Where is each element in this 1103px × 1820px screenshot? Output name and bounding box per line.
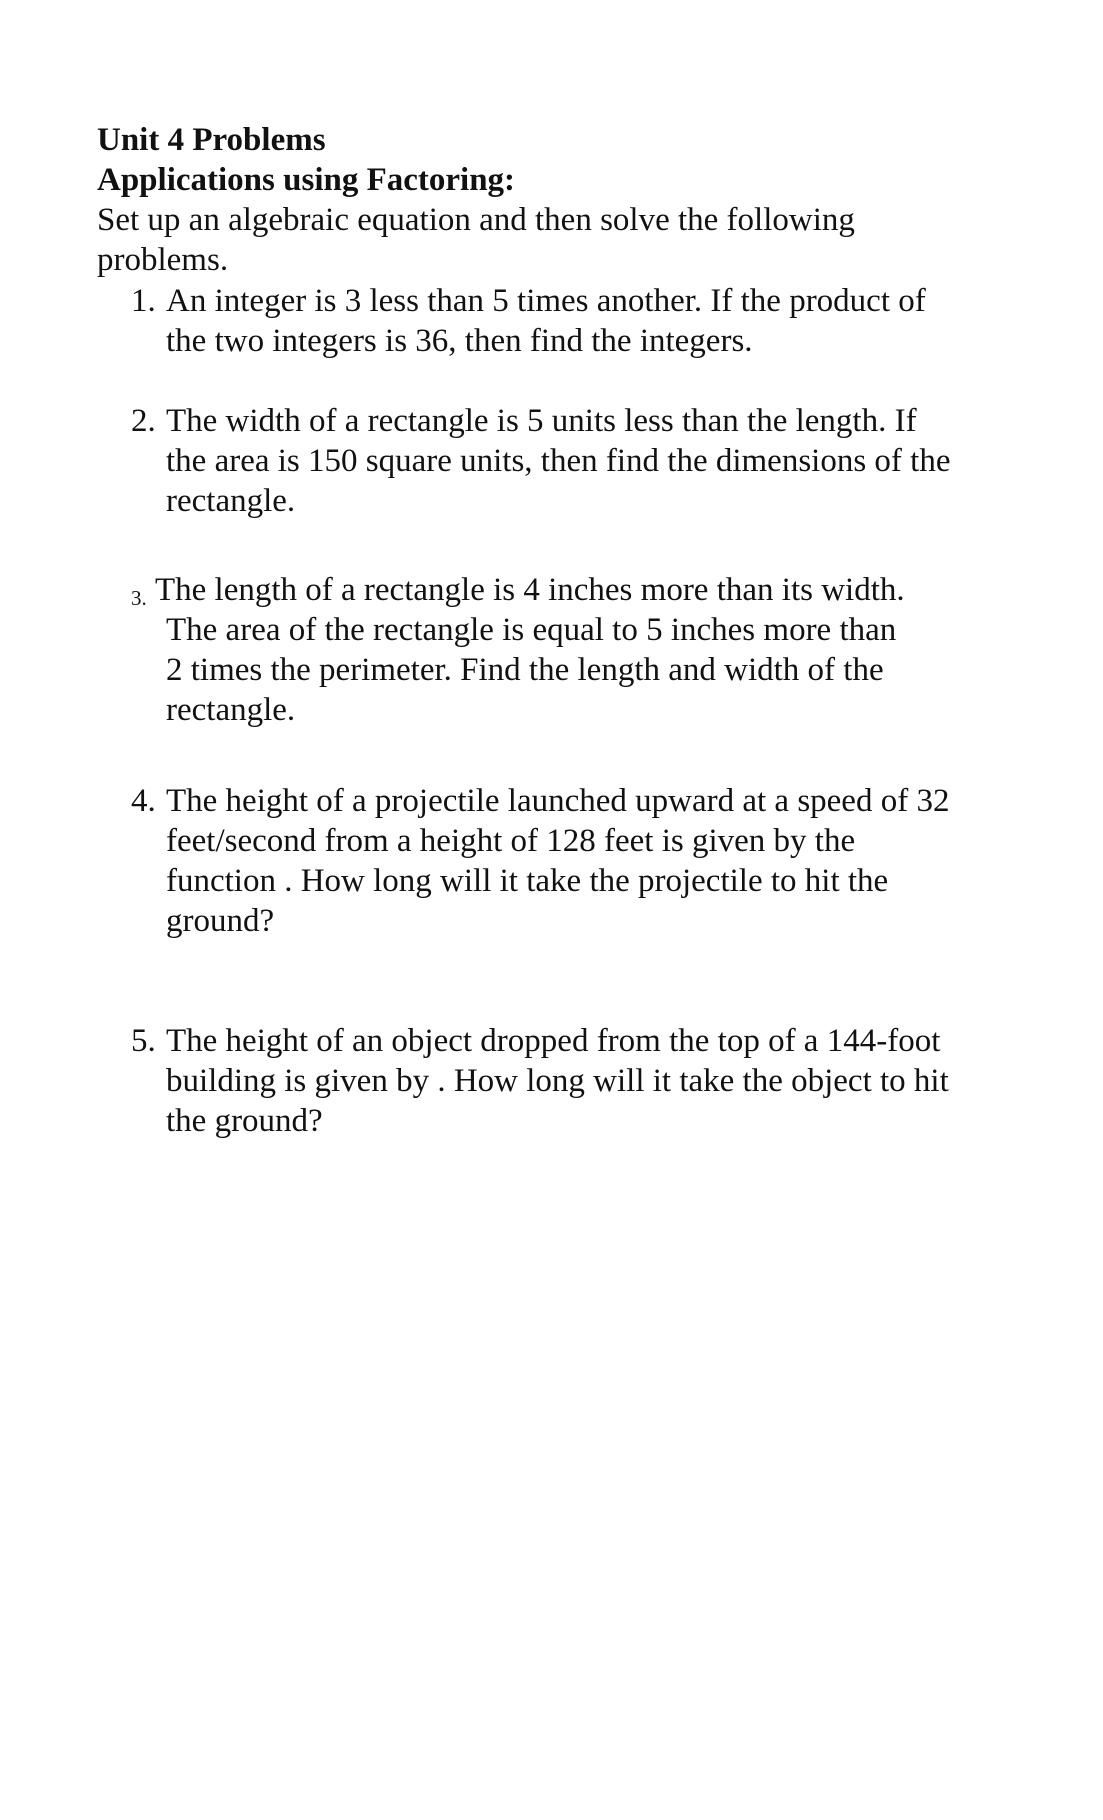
problem-2-line-2: the area is 150 square units, then find the dimensions of the (166, 443, 951, 479)
problem-1-line-2: the two integers is 36, then find the integers. (166, 323, 753, 359)
problem-5-line-2: building is given by . How long will it take the object to hit (166, 1063, 949, 1099)
problem-5-line-3: the ground? (166, 1103, 323, 1139)
section-heading: Applications using Factoring: (97, 162, 516, 198)
problem-3-line-1: The length of a rectangle is 4 inches more than its width. (155, 572, 905, 608)
problem-3-number: 3. (131, 586, 147, 610)
problem-3-line-3: 2 times the perimeter. Find the length and width of the (166, 652, 884, 688)
problem-3-line-2: The area of the rectangle is equal to 5 inches more than (166, 612, 897, 648)
problem-4-line-4: ground? (166, 903, 275, 939)
problem-1-line-1: An integer is 3 less than 5 times another. If the product of (166, 283, 926, 319)
problem-5-line-1: The height of an object dropped from the top of a 144-foot (166, 1023, 941, 1059)
problem-4-line-3: function . How long will it take the projectile to hit the (166, 863, 889, 899)
problem-2-line-3: rectangle. (166, 483, 296, 519)
page-title: Unit 4 Problems (97, 122, 326, 158)
problem-4-number: 4. (131, 783, 156, 819)
problem-2-number: 2. (131, 403, 156, 439)
problem-5-number: 5. (131, 1023, 156, 1059)
problem-1-number: 1. (131, 283, 156, 319)
problem-3-line-4: rectangle. (166, 692, 296, 728)
problem-3-number-wrap (131, 575, 147, 618)
instructions-line-1: Set up an algebraic equation and then solve the following (97, 202, 855, 238)
problem-4-line-2: feet/second from a height of 128 feet is given by the (166, 823, 856, 859)
problem-2-line-1: The width of a rectangle is 5 units less than the length. If (166, 403, 917, 439)
instructions-line-2: problems. (97, 242, 229, 278)
problem-4-line-1: The height of a projectile launched upward at a speed of 32 (166, 783, 950, 819)
